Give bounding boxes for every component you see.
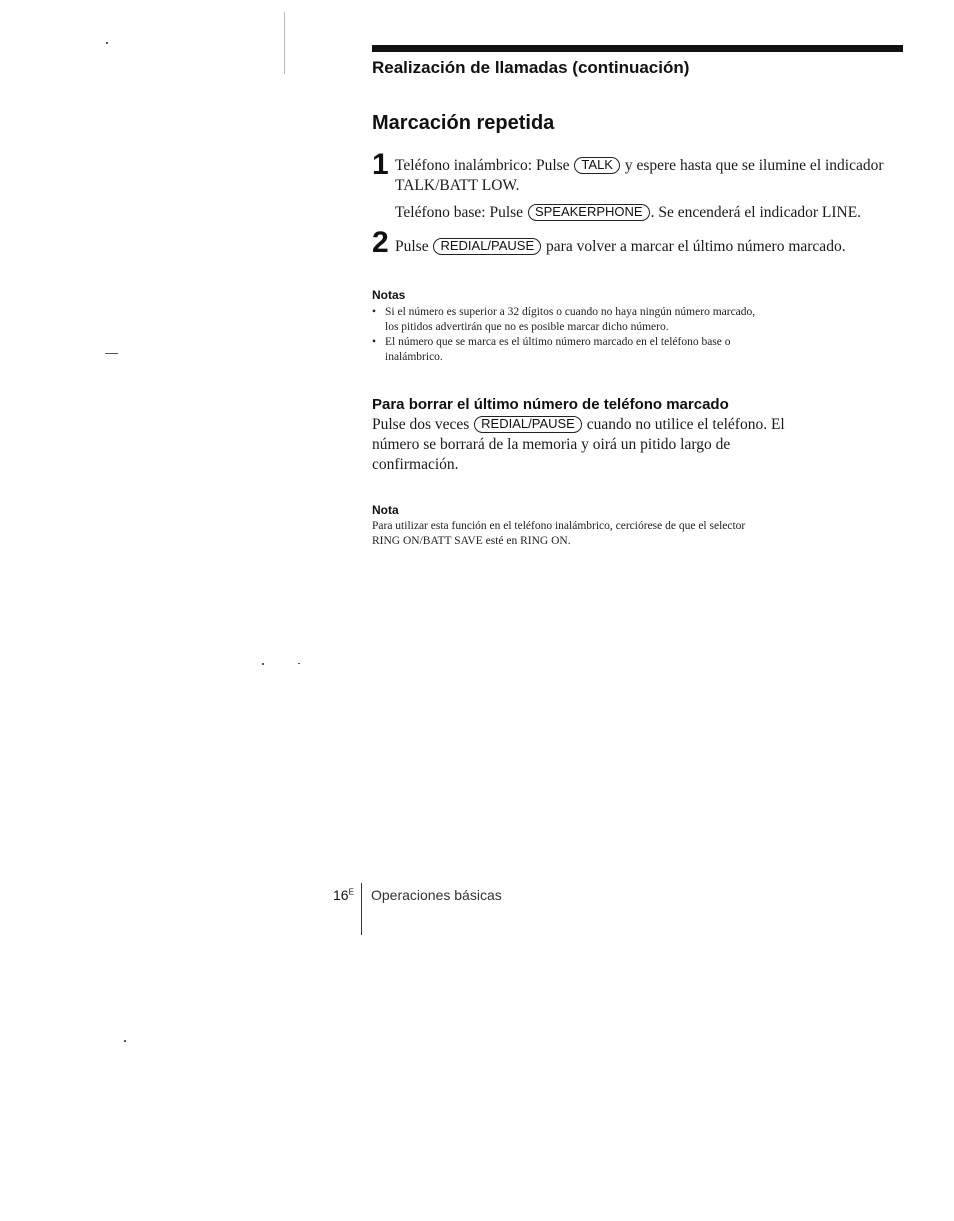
note-heading: Nota <box>372 503 399 517</box>
redial-pause-key: REDIAL/PAUSE <box>433 238 541 255</box>
notes-heading: Notas <box>372 288 406 302</box>
notes-list <box>372 305 822 365</box>
step-2 <box>395 237 905 257</box>
scan-edge <box>284 12 285 74</box>
clear-line-3: confirmación. <box>372 456 459 473</box>
chapter-label: Operaciones básicas <box>371 887 502 903</box>
step-1-line-2: TALK/BATT LOW. <box>395 177 520 194</box>
scan-speck <box>106 42 108 44</box>
bullet-icon: • <box>372 336 377 348</box>
talk-key: TALK <box>574 157 620 174</box>
note-body <box>372 519 822 549</box>
footer-divider <box>361 883 362 935</box>
note-item <box>372 335 822 365</box>
clear-section-body <box>372 415 812 475</box>
clear-line-2: número se borrará de la memoria y oirá un pitido largo de <box>372 436 731 453</box>
step-1-line-1 <box>395 156 905 176</box>
section-header: Realización de llamadas (continuación) <box>372 58 690 77</box>
step-1-text: Teléfono base: Pulse <box>395 204 524 221</box>
speakerphone-key: SPEAKERPHONE <box>528 204 650 221</box>
header-rule <box>372 45 903 52</box>
step-number-1: 1 <box>372 148 389 181</box>
note-item-line: inalámbrico. <box>385 351 443 363</box>
step-1 <box>395 156 905 223</box>
note-item-line: El número que se marca es el último número marcado en el teléfono base o <box>385 336 731 348</box>
note-item-line: Si el número es superior a 32 dígitos o cuando no haya ningún número marcado, <box>385 306 756 318</box>
note-item-line: los pitidos advertirán que no es posible marcar dicho número. <box>385 321 669 333</box>
note-line: RING ON/BATT SAVE esté en RING ON. <box>372 535 571 547</box>
page-number-value: 16 <box>333 887 349 903</box>
scan-speck <box>298 663 300 664</box>
scan-speck <box>262 663 264 665</box>
page-number-suffix: E <box>348 887 354 897</box>
page-number <box>333 887 354 903</box>
clear-text: Pulse dos veces <box>372 416 470 433</box>
redial-pause-key: REDIAL/PAUSE <box>474 416 582 433</box>
step-number-2: 2 <box>372 226 389 259</box>
step-1-line-3 <box>395 203 905 223</box>
step-2-text: Pulse <box>395 238 429 255</box>
note-line: Para utilizar esta función en el teléfono inalámbrico, cerciórese de que el selector <box>372 520 746 532</box>
step-1-text: . Se encenderá el indicador LINE. <box>650 204 862 221</box>
scan-speck <box>124 1040 126 1042</box>
note-item <box>372 305 822 335</box>
clear-line-1 <box>372 415 812 435</box>
step-1-text: y espere hasta que se ilumine el indicador <box>624 157 884 174</box>
step-2-text: para volver a marcar el último número marcado. <box>546 238 846 255</box>
page-title: Marcación repetida <box>372 112 555 134</box>
clear-text: cuando no utilice el teléfono. El <box>586 416 785 433</box>
step-1-text: Teléfono inalámbrico: Pulse <box>395 157 570 174</box>
scan-mark <box>105 353 118 354</box>
clear-section-heading: Para borrar el último número de teléfono marcado <box>372 396 729 413</box>
bullet-icon: • <box>372 306 377 318</box>
